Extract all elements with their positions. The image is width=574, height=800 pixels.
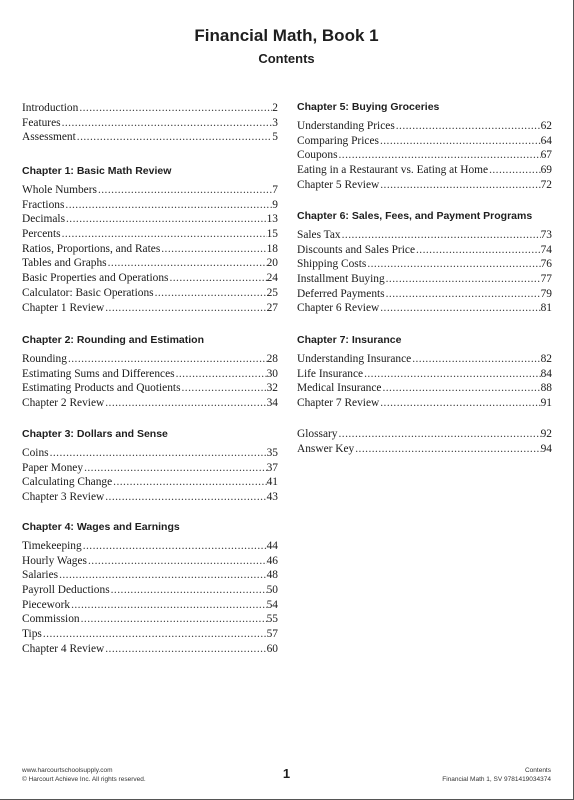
toc-entry-label: Calculator: Basic Operations bbox=[22, 286, 154, 299]
toc-entry[interactable] bbox=[297, 367, 552, 382]
toc-entry[interactable] bbox=[297, 134, 552, 149]
toc-entry-page: 54 bbox=[266, 598, 278, 611]
dot-leader bbox=[110, 583, 267, 598]
toc-section bbox=[297, 333, 552, 411]
toc-entry-page: 81 bbox=[540, 302, 552, 315]
toc-entry-label: Timekeeping bbox=[22, 540, 82, 552]
toc-section bbox=[22, 164, 278, 315]
dot-leader bbox=[354, 442, 540, 457]
chapter-heading: Chapter 6: Sales, Fees, and Payment Programs bbox=[297, 210, 533, 222]
toc-entry[interactable] bbox=[297, 243, 552, 258]
chapter-heading: Chapter 7: Insurance bbox=[297, 334, 402, 346]
toc-section bbox=[297, 427, 552, 456]
chapter-heading: Chapter 3: Dollars and Sense bbox=[22, 428, 168, 440]
dot-leader bbox=[61, 116, 273, 131]
toc-section bbox=[22, 101, 278, 145]
toc-entry-page: 43 bbox=[266, 491, 278, 504]
dot-leader bbox=[87, 554, 267, 569]
toc-entry-label: Chapter 6 Review bbox=[297, 302, 380, 315]
toc-entry[interactable] bbox=[297, 119, 552, 134]
toc-entry-page: 25 bbox=[266, 286, 278, 299]
chapter-heading: Chapter 5: Buying Groceries bbox=[297, 101, 440, 113]
toc-entry-label: Decimals bbox=[22, 213, 66, 226]
toc-entry-label: Installment Buying bbox=[297, 273, 385, 286]
dot-leader bbox=[168, 271, 266, 286]
toc-entry-label: Salaries bbox=[22, 569, 59, 582]
dot-leader bbox=[104, 301, 266, 316]
toc-entry-label: Introduction bbox=[22, 102, 79, 114]
dot-leader bbox=[381, 381, 540, 396]
toc-entry-label: Hourly Wages bbox=[22, 554, 87, 567]
toc-entry-page: 57 bbox=[266, 628, 278, 641]
toc-entry-page: 55 bbox=[266, 613, 278, 626]
toc-entry-page: 27 bbox=[266, 301, 278, 314]
dot-leader bbox=[61, 227, 267, 242]
toc-entry-label: Ratios, Proportions, and Rates bbox=[22, 242, 161, 255]
toc-entry-label: Coins bbox=[22, 447, 49, 459]
toc-entry[interactable] bbox=[22, 242, 278, 257]
toc-entry-page: 24 bbox=[266, 272, 278, 285]
toc-entry-page: 73 bbox=[540, 229, 552, 241]
chapter-heading: Chapter 1: Basic Math Review bbox=[22, 165, 172, 177]
toc-entry-page: 69 bbox=[540, 164, 552, 177]
toc-entry-page: 44 bbox=[266, 540, 278, 552]
chapter-heading: Chapter 2: Rounding and Estimation bbox=[22, 334, 205, 346]
toc-section bbox=[297, 209, 552, 316]
toc-entry-label: Coupons bbox=[297, 149, 338, 162]
dot-leader bbox=[175, 367, 267, 382]
dot-leader bbox=[65, 212, 267, 227]
toc-entry-label: Understanding Prices bbox=[297, 120, 395, 132]
toc-entry[interactable] bbox=[297, 163, 552, 178]
toc-entry-label: Chapter 5 Review bbox=[297, 178, 380, 191]
toc-entry-page: 92 bbox=[540, 428, 552, 440]
toc-entry[interactable] bbox=[297, 427, 552, 442]
toc-entry-page: 30 bbox=[266, 367, 278, 380]
toc-entry[interactable] bbox=[22, 475, 278, 490]
toc-entry-page: 91 bbox=[540, 397, 552, 410]
toc-entry-page: 74 bbox=[540, 243, 552, 256]
toc-entry-label: Estimating Sums and Differences bbox=[22, 367, 175, 380]
toc-entry[interactable] bbox=[22, 301, 278, 316]
toc-entry-page: 72 bbox=[540, 178, 552, 191]
toc-section bbox=[297, 100, 552, 192]
toc-entry-page: 60 bbox=[266, 642, 278, 655]
toc-entry[interactable] bbox=[22, 198, 278, 213]
toc-entry[interactable] bbox=[22, 352, 278, 367]
dot-leader bbox=[49, 446, 267, 461]
dot-leader bbox=[70, 598, 267, 613]
dot-leader bbox=[338, 427, 541, 442]
dot-leader bbox=[181, 381, 267, 396]
toc-entry-label: Assessment bbox=[22, 131, 76, 144]
toc-entry-label: Calculating Change bbox=[22, 476, 113, 489]
toc-entry[interactable] bbox=[22, 461, 278, 476]
toc-entry-label: Life Insurance bbox=[297, 367, 364, 380]
toc-entry-label: Understanding Insurance bbox=[297, 353, 412, 365]
toc-entry-page: 82 bbox=[540, 353, 552, 365]
toc-entry-page: 37 bbox=[266, 461, 278, 474]
footer-page-number: 1 bbox=[282, 766, 291, 781]
toc-entry-page: 67 bbox=[540, 149, 552, 162]
footer-right bbox=[442, 766, 551, 784]
toc-entry-page: 77 bbox=[540, 273, 552, 286]
toc-entry[interactable] bbox=[22, 116, 278, 131]
page-subtitle: Contents bbox=[258, 51, 315, 66]
toc-entry-page: 41 bbox=[266, 476, 278, 489]
toc-entry-label: Percents bbox=[22, 228, 61, 241]
dot-leader bbox=[341, 228, 541, 243]
toc-entry[interactable] bbox=[297, 301, 552, 316]
toc-entry-page: 79 bbox=[540, 287, 552, 300]
toc-entry-page: 88 bbox=[540, 382, 552, 395]
toc-entry-page: 15 bbox=[266, 228, 278, 241]
dot-leader bbox=[154, 286, 267, 301]
toc-entry[interactable] bbox=[22, 271, 278, 286]
toc-entry[interactable] bbox=[22, 554, 278, 569]
dot-leader bbox=[64, 198, 272, 213]
toc-entry-page: 5 bbox=[272, 131, 278, 144]
toc-entry[interactable] bbox=[22, 446, 278, 461]
toc-entry[interactable] bbox=[22, 612, 278, 627]
dot-leader bbox=[67, 352, 267, 367]
toc-entry-page: 62 bbox=[540, 120, 552, 132]
dot-leader bbox=[160, 242, 266, 257]
toc-entry[interactable] bbox=[297, 442, 552, 457]
toc-entry-page: 13 bbox=[266, 213, 278, 226]
dot-leader bbox=[488, 163, 541, 178]
toc-entry-label: Chapter 3 Review bbox=[22, 491, 105, 504]
page-title: Financial Math, Book 1 bbox=[194, 26, 379, 45]
toc-entry-label: Answer Key bbox=[297, 442, 355, 455]
dot-leader bbox=[415, 243, 541, 258]
toc-entry-label: Eating in a Restaurant vs. Eating at Home bbox=[297, 164, 489, 177]
dot-leader bbox=[58, 568, 267, 583]
toc-entry-label: Rounding bbox=[22, 353, 67, 365]
toc-entry-page: 76 bbox=[540, 258, 552, 271]
toc-entry[interactable] bbox=[22, 256, 278, 271]
toc-entry-label: Discounts and Sales Price bbox=[297, 243, 415, 256]
toc-entry[interactable] bbox=[22, 183, 278, 198]
toc-entry-label: Estimating Products and Quotients bbox=[22, 382, 181, 395]
toc-entry-label: Tips bbox=[22, 628, 42, 641]
toc-entry-page: 3 bbox=[272, 116, 278, 129]
toc-entry-page: 28 bbox=[266, 353, 278, 365]
toc-entry[interactable] bbox=[22, 583, 278, 598]
toc-entry[interactable] bbox=[22, 539, 278, 554]
toc-entry-page: 50 bbox=[266, 584, 278, 597]
toc-entry-page: 84 bbox=[540, 367, 552, 380]
toc-entry-label: Tables and Graphs bbox=[22, 257, 107, 270]
chapter-heading: Chapter 4: Wages and Earnings bbox=[22, 521, 180, 533]
dot-leader bbox=[385, 272, 541, 287]
toc-entry-label: Payroll Deductions bbox=[22, 584, 110, 597]
toc-entry-label: Chapter 7 Review bbox=[297, 397, 380, 410]
dot-leader bbox=[107, 256, 267, 271]
toc-entry[interactable] bbox=[297, 228, 552, 243]
dot-leader bbox=[83, 461, 267, 476]
toc-entry-page: 94 bbox=[540, 442, 552, 455]
toc-section bbox=[22, 427, 278, 505]
dot-leader bbox=[411, 352, 540, 367]
footer-section: Contents bbox=[524, 767, 551, 774]
footer-book-code: Financial Math 1, SV 9781419034374 bbox=[442, 776, 551, 783]
toc-entry-label: Paper Money bbox=[22, 461, 84, 474]
dot-leader bbox=[82, 539, 267, 554]
footer-website: www.harcourtschoolsupply.com bbox=[22, 767, 113, 774]
toc-entry-page: 20 bbox=[266, 257, 278, 270]
toc-entry-page: 32 bbox=[266, 382, 278, 395]
toc-entry-label: Chapter 4 Review bbox=[22, 642, 105, 655]
toc-entry-label: Fractions bbox=[22, 198, 65, 211]
dot-leader bbox=[112, 475, 266, 490]
dot-leader bbox=[363, 367, 541, 382]
toc-entry[interactable] bbox=[22, 396, 278, 411]
dot-leader bbox=[379, 134, 541, 149]
toc-entry-page: 34 bbox=[266, 397, 278, 410]
toc-entry[interactable] bbox=[22, 568, 278, 583]
dot-leader bbox=[366, 257, 540, 272]
toc-entry-page: 64 bbox=[540, 134, 552, 147]
toc-entry-label: Whole Numbers bbox=[22, 184, 97, 196]
toc-entry[interactable] bbox=[297, 148, 552, 163]
toc-entry[interactable] bbox=[22, 101, 278, 116]
toc-entry-label: Sales Tax bbox=[297, 229, 341, 241]
toc-entry[interactable] bbox=[22, 286, 278, 301]
toc-entry-label: Medical Insurance bbox=[297, 382, 382, 395]
toc-entry[interactable] bbox=[22, 367, 278, 382]
toc-section bbox=[22, 333, 278, 411]
dot-leader bbox=[379, 178, 540, 193]
dot-leader bbox=[42, 627, 267, 642]
toc-entry-label: Commission bbox=[22, 613, 80, 626]
dot-leader bbox=[97, 183, 272, 198]
toc-entry-label: Chapter 2 Review bbox=[22, 397, 105, 410]
toc-entry-label: Shipping Costs bbox=[297, 258, 367, 271]
dot-leader bbox=[78, 101, 272, 116]
dot-leader bbox=[379, 396, 540, 411]
toc-entry[interactable] bbox=[22, 130, 278, 145]
toc-entry[interactable] bbox=[297, 396, 552, 411]
toc-entry-page: 2 bbox=[272, 102, 278, 114]
toc-entry[interactable] bbox=[22, 598, 278, 613]
toc-entry-label: Features bbox=[22, 116, 61, 129]
toc-entry-label: Chapter 1 Review bbox=[22, 301, 105, 314]
toc-entry[interactable] bbox=[297, 178, 552, 193]
toc-entry[interactable] bbox=[22, 227, 278, 242]
dot-leader bbox=[76, 130, 273, 145]
toc-entry[interactable] bbox=[297, 257, 552, 272]
toc-entry-label: Comparing Prices bbox=[297, 134, 379, 147]
toc-entry[interactable] bbox=[297, 381, 552, 396]
toc-entry-page: 9 bbox=[272, 198, 278, 211]
toc-entry-label: Piecework bbox=[22, 598, 71, 611]
toc-entry-label: Basic Properties and Operations bbox=[22, 272, 169, 285]
toc-section bbox=[22, 520, 278, 657]
toc-entry[interactable] bbox=[297, 272, 552, 287]
toc-entry[interactable] bbox=[297, 287, 552, 302]
toc-entry-page: 18 bbox=[266, 242, 278, 255]
dot-leader bbox=[104, 642, 266, 657]
toc-entry[interactable] bbox=[22, 212, 278, 227]
toc-entry[interactable] bbox=[22, 642, 278, 657]
toc-entry-label: Deferred Payments bbox=[297, 287, 385, 300]
toc-entry-page: 46 bbox=[266, 554, 278, 567]
dot-leader bbox=[379, 301, 540, 316]
toc-entry-page: 7 bbox=[272, 184, 278, 196]
dot-leader bbox=[104, 396, 266, 411]
dot-leader bbox=[104, 490, 266, 505]
dot-leader bbox=[385, 287, 541, 302]
toc-entry-page: 35 bbox=[266, 447, 278, 459]
toc-entry[interactable] bbox=[22, 627, 278, 642]
toc-entry-page: 48 bbox=[266, 569, 278, 582]
footer-copyright: © Harcourt Achieve Inc. All rights reserved. bbox=[22, 776, 146, 783]
dot-leader bbox=[80, 612, 267, 627]
dot-leader bbox=[338, 148, 541, 163]
toc-entry-label: Glossary bbox=[297, 428, 338, 440]
toc-entry[interactable] bbox=[297, 352, 552, 367]
dot-leader bbox=[395, 119, 541, 134]
toc-entry[interactable] bbox=[22, 381, 278, 396]
toc-entry[interactable] bbox=[22, 490, 278, 505]
